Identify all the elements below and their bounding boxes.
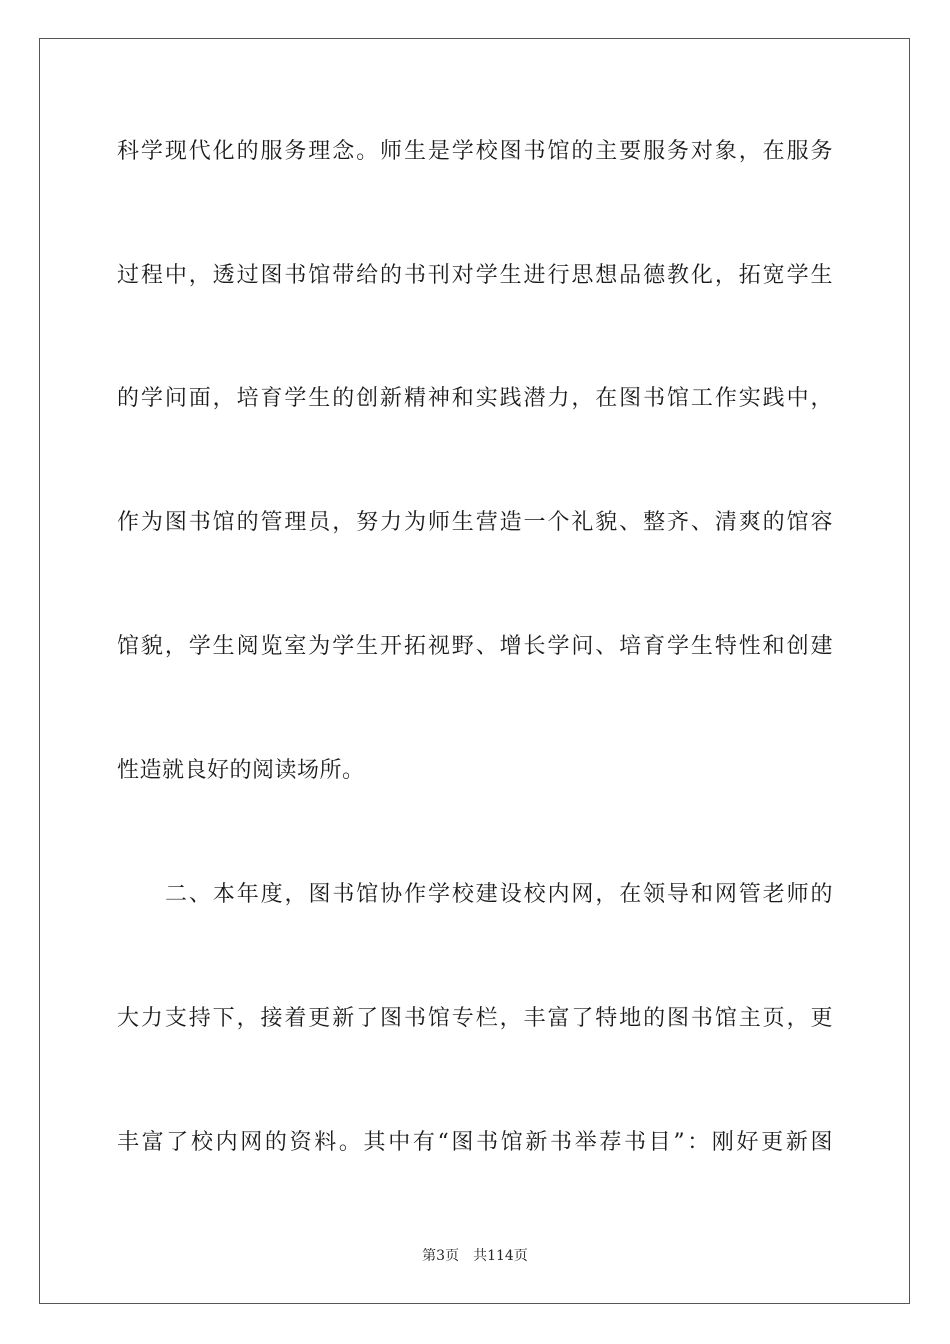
paragraph-line: 二、本年度，图书馆协作学校建设校内网，在领导和网管老师的 — [165, 882, 833, 907]
paragraph-line: 的学问面，培育学生的创新精神和实践潜力，在图书馆工作实践中， — [117, 386, 833, 411]
page-footer — [0, 1246, 950, 1266]
paragraph-line: 过程中，透过图书馆带给的书刊对学生进行思想品德教化，拓宽学生 — [117, 263, 833, 288]
page-number: 第3页 — [422, 1248, 460, 1264]
paragraph-line: 丰富了校内网的资料。其中有“图书馆新书举荐书目”：刚好更新图 — [117, 1130, 833, 1155]
paragraph-line: 大力支持下，接着更新了图书馆专栏，丰富了特地的图书馆主页，更 — [117, 1006, 833, 1031]
paragraph-line: 馆貌，学生阅览室为学生开拓视野、增长学问、培育学生特性和创建 — [117, 634, 833, 659]
paragraph-line: 作为图书馆的管理员，努力为师生营造一个礼貌、整齐、清爽的馆容 — [117, 510, 833, 535]
paragraph-line: 性造就良好的阅读场所。 — [117, 758, 365, 783]
page-total: 共114页 — [473, 1248, 528, 1264]
paragraph-line: 科学现代化的服务理念。师生是学校图书馆的主要服务对象，在服务 — [117, 139, 833, 164]
page-border — [39, 38, 910, 1304]
